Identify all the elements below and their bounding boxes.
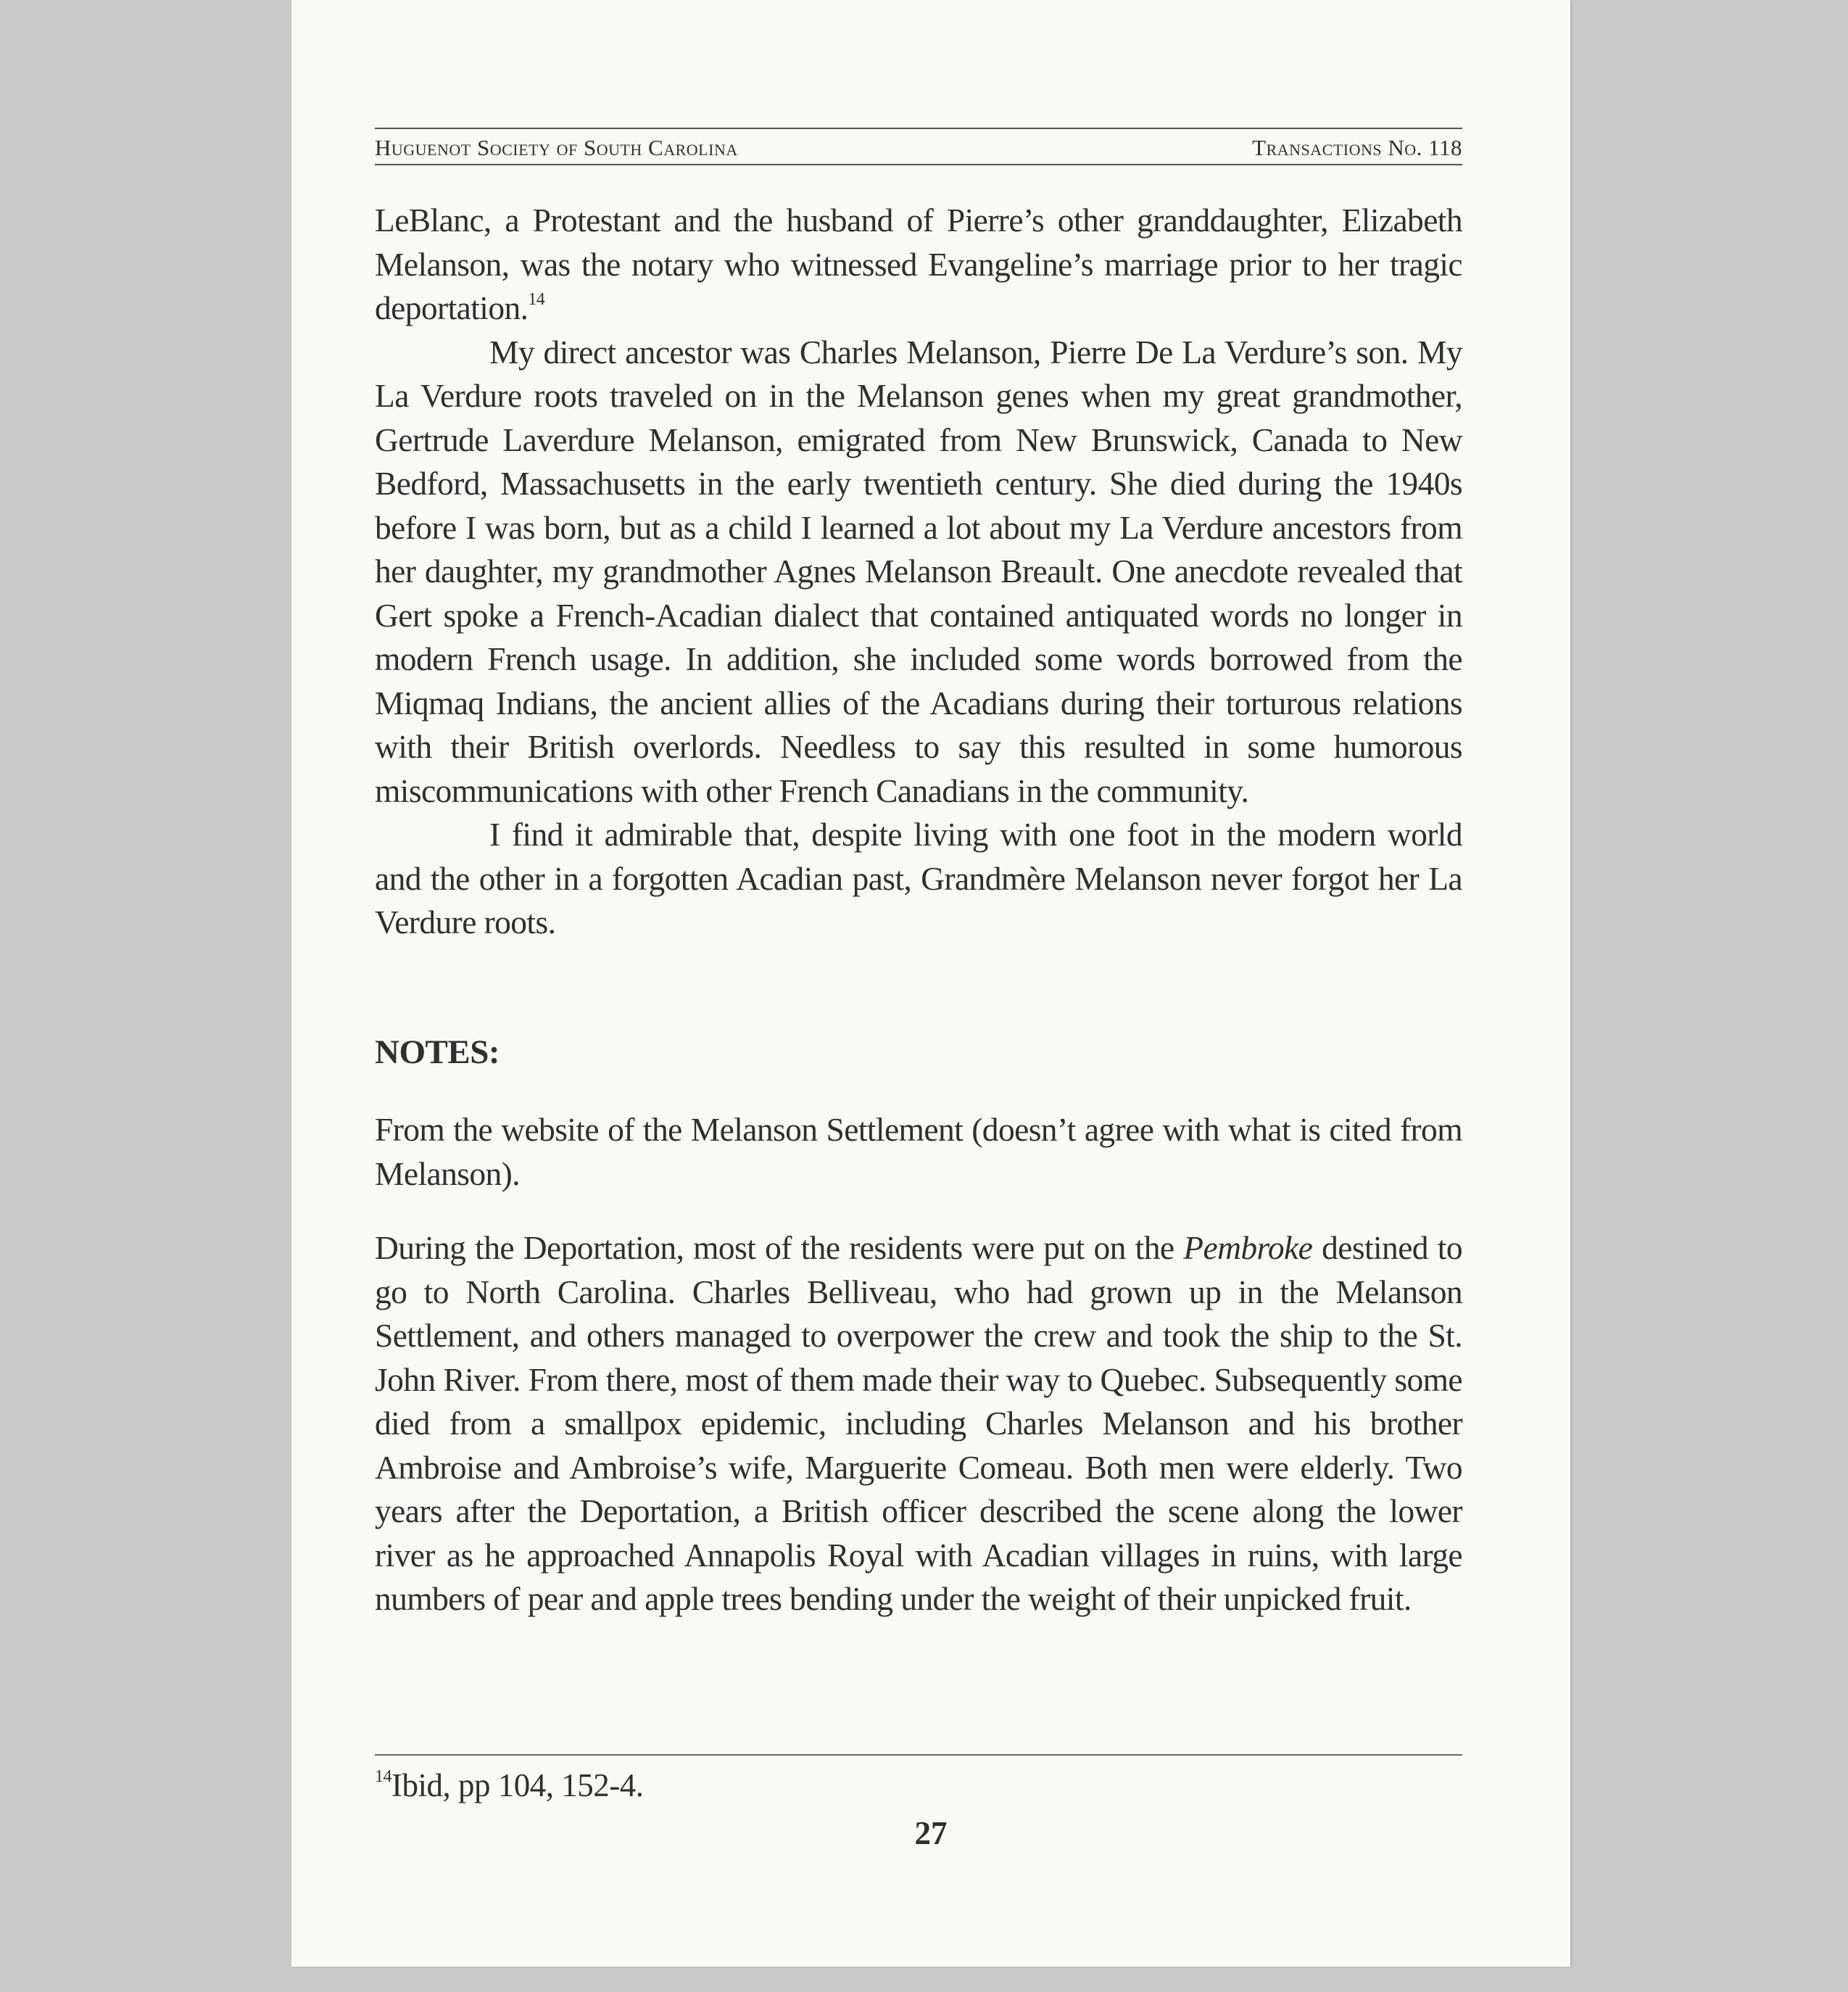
paragraph-leblanc bbox=[375, 199, 1462, 331]
footnote bbox=[375, 1766, 1462, 1804]
paragraph-ancestor: My direct ancestor was Charles Melanson, Pierre De La Verdure’s son. My La Verdure roots traveled on in the Melanson genes when my great grandmother, Gertrude Laverdure Melanson, emigrated from New Brunswick, Canada to New Bedford, Massachusetts in the early twentieth century. She died during the 1940s before I was born, but as a child I learned a lot about my La Verdure ancestors from her daughter, my grandmother Agnes Melanson Breault. One anecdote revealed that Gert spoke a French-Acadian dialect that contained antiquated words no longer in modern French usage. In addition, she included some words borrowed from the Miqmaq Indians, the ancient allies of the Acadians during their torturous relations with their British overlords. Needless to say this resulted in some humorous miscommunications with other French Canadians in the community. bbox=[375, 333, 1462, 809]
footnote-number: 14 bbox=[375, 1767, 391, 1786]
notes-heading: NOTES: bbox=[375, 1033, 500, 1071]
note-2-text bbox=[375, 1226, 1462, 1621]
document-page bbox=[291, 0, 1570, 1967]
header-society-name: Huguenot Society of South Carolina bbox=[375, 135, 738, 160]
footnote-divider bbox=[375, 1754, 1462, 1756]
footnote-text: Ibid, pp 104, 152-4. bbox=[391, 1767, 644, 1803]
main-text bbox=[375, 199, 1462, 945]
note-settlement-website bbox=[375, 1108, 1462, 1196]
note-2-before: During the Deportation, most of the residents were put on the bbox=[375, 1229, 1184, 1266]
running-header bbox=[375, 128, 1462, 165]
footnote-reference: 14 bbox=[528, 290, 545, 309]
page-number: 27 bbox=[914, 1815, 948, 1851]
note-deportation bbox=[375, 1226, 1462, 1621]
ship-name: Pembroke bbox=[1183, 1229, 1313, 1266]
header-transactions-number: Transactions No. 118 bbox=[1252, 135, 1462, 160]
paragraph-conclusion: I find it admirable that, despite living with one foot in the modern world and the other in a forgotten Acadian past, Grandmère Melanson never forgot her La Verdure roots. bbox=[375, 816, 1462, 941]
note-1-text: From the website of the Melanson Settlement (doesn’t agree with what is cited from Melanson). bbox=[375, 1111, 1462, 1192]
paragraph-leblanc-text: LeBlanc, a Protestant and the husband of Pierre’s other granddaughter, Elizabeth Melanson, was the notary who witnessed Evangeline’s marriage prior to her tragic deportation. bbox=[375, 202, 1462, 326]
note-2-after: destined to go to North Carolina. Charles Belliveau, who had grown up in the Melanson Settlement, and others managed to overpower the crew and took the ship to the St. John River. From there, most of them made their way to Quebec. Subsequently some died from a smallpox epidemic, including Charles Melanson and his brother Ambroise and Ambroise’s wife, Marguerite Comeau. Both men were elderly. Two years after the Deportation, a British officer described the scene along the lower river as he approached Annapolis Royal with Acadian villages in ruins, with large numbers of pear and apple trees bending under the weight of their unpicked fruit. bbox=[375, 1229, 1462, 1617]
